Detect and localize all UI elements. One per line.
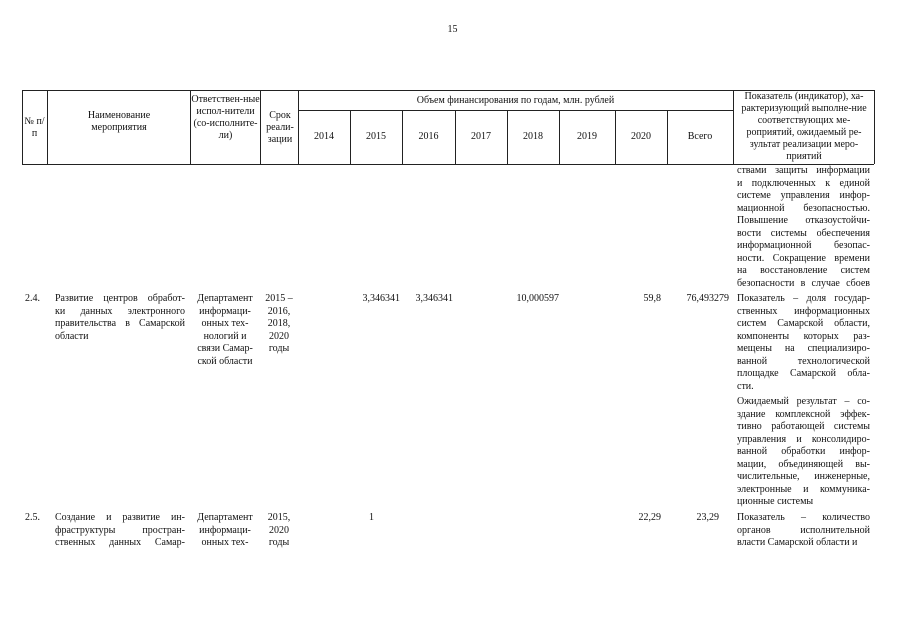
row-indicator: Показатель – доля государ- ственных информационных систем Самарской области, компоненты которых раз- мещены на специализиро- ванной технологической площадке Самарской обла- сти.	[737, 293, 870, 392]
row-expected-result: Ожидаемый результат – со- здание комплексной эффек- тивно работающей системы управления и консолидиро- ванной обработки инфор- мации, объединяющей вы- числительные, инженерные, электронные и коммуника- ционные системы	[737, 396, 870, 507]
header-responsible: Ответствен-ные испол-нители (со-исполните-ли)	[191, 94, 260, 141]
value-2018: 10,000597	[516, 293, 559, 304]
value-total: 23,29	[696, 512, 719, 523]
header-year-2016: 2016	[418, 131, 439, 142]
row-number: 2.5.	[25, 512, 40, 523]
value-2016: 3,346341	[415, 293, 453, 304]
header-year-2019: 2019	[577, 131, 597, 142]
page-number: 15	[447, 24, 458, 35]
row-responsible: Департамент информаци- онных тех- нологий и связи Самар- ской области	[197, 293, 253, 367]
header-total: Всего	[687, 131, 713, 142]
value-2015: 3,346341	[362, 293, 400, 304]
header-number: № п/п	[24, 116, 45, 139]
header-year-2018: 2018	[523, 131, 543, 142]
header-year-2020: 2020	[631, 131, 651, 142]
value-2020: 22,29	[638, 512, 661, 523]
header-term: Срок реали-зации	[266, 110, 294, 145]
row-name: Развитие центров обработ- ки данных электронного правительства в Самарской области	[55, 293, 185, 342]
header-indicator: Показатель (индикатор), ха-рактеризующий выполне-ние соответствующих ме-роприятий, ожидаемый ре-зультат реализации меро-приятий	[741, 91, 867, 162]
header-year-2014: 2014	[314, 131, 334, 142]
continuation-text: ствами защиты информации и подключенных к единой системе управления инфор- мационной безопасностью. Повышение отказоустойчи- вости системы обеспечения информационной безопас- ности. Сокращение времени на восстановление систем безопасности в случае сбоев	[737, 165, 870, 289]
row-name: Создание и развитие ин- фраструктуры простран- ственных данных Самар-	[55, 512, 185, 548]
row-indicator: Показатель – количество органов исполнительной власти Самарской области и	[737, 512, 870, 548]
row-responsible: Департамент информаци- онных тех-	[197, 512, 253, 548]
row-number: 2.4.	[25, 293, 40, 304]
row-term: 2015 – 2016, 2018, 2020 годы	[265, 293, 293, 354]
row-term: 2015, 2020 годы	[267, 512, 291, 548]
header-name: Наименование мероприятия	[87, 110, 151, 133]
value-2015: 1	[369, 512, 374, 523]
value-total: 76,493279	[686, 293, 729, 304]
value-2020: 59,8	[643, 293, 661, 304]
header-financing: Объем финансирования по годам, млн. рублей	[416, 95, 615, 106]
header-year-2015: 2015	[366, 131, 386, 142]
header-year-2017: 2017	[471, 131, 491, 142]
